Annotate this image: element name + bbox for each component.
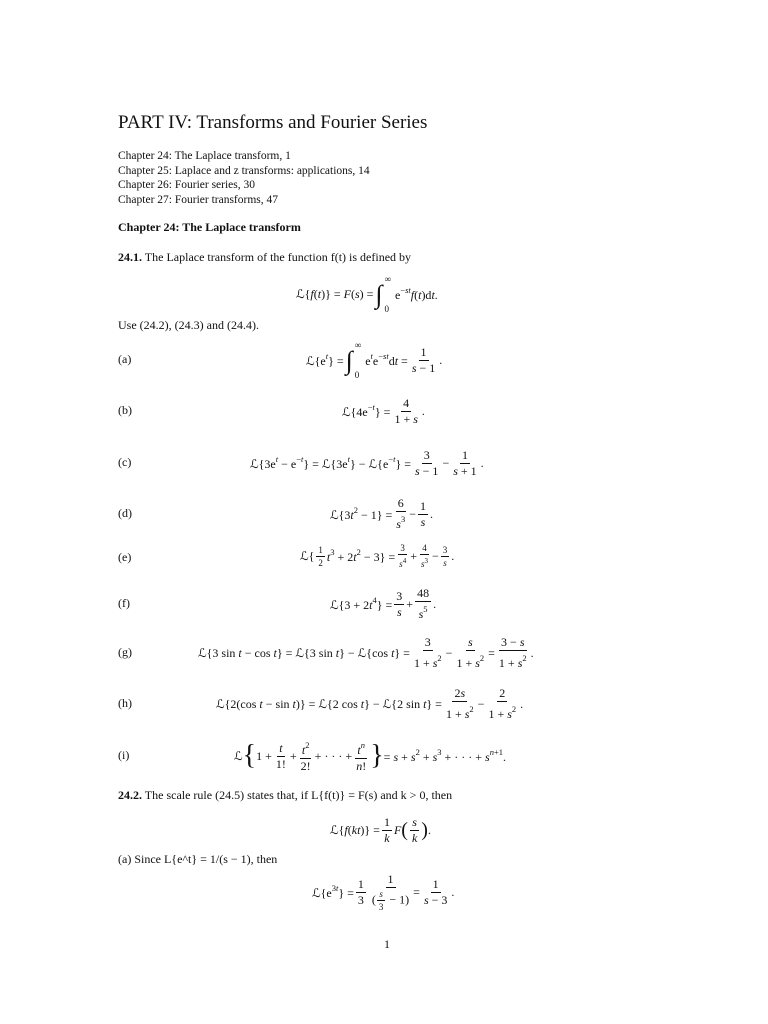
equation-h: ℒ{2(cos t − sin t)} = ℒ{2 cos t} − ℒ{2 sin t} = $\frac{2s}{1 + s^2}$ − $\frac{2}{1 + s^2}$ . (216, 686, 524, 721)
problem-number: 24.2. (118, 788, 142, 802)
label-h: (h) (118, 696, 132, 710)
equation-scale-example: $ℒ\{e^{3t}\}$ = $\frac{1}{3}$ 1 ( $\frac{s}{3}$ − 1) = $\frac{1}{s - 3}$ . (312, 871, 455, 912)
since-text: (a) Since L{e^t} = 1/(s − 1), then (118, 852, 278, 866)
label-f: (f) (118, 596, 130, 610)
label-g: (g) (118, 645, 132, 659)
chapter-heading: Chapter 24: The Laplace transform (118, 220, 301, 234)
table-of-contents (118, 149, 370, 207)
toc-entry: Chapter 25: Laplace and z transforms: applications, 14 (118, 164, 370, 177)
equation-g: ℒ{3 sin t − cos t} = ℒ{3 sin t} − ℒ{cos t} = $\frac{3}{1 + s^2}$ − $\frac{s}{1 + s^2}$ = $\frac{3 - s}{1 + s^2}$ . (198, 635, 534, 670)
label-d: (d) (118, 506, 132, 520)
part-title: PART IV: Transforms and Fourier Series (118, 112, 428, 133)
equation-i: ℒ { 1 + $\frac{t}{1!}$ + $\frac{t^2}{2!}$ + · · · + $\frac{t^n}{n!}$ } = $s + s^2 + s^3$ + · · · + $s^{n+1}$. (234, 740, 507, 773)
equation-a: $ℒ\{e^t\}$ = ∫ ∞ 0 $e^te^{-st}dt$ = $\frac{1}{s - 1}$ . (306, 340, 443, 380)
equation-c: $ℒ\{3e^t - e^{-t}\}$ = $ℒ\{3e^t\}$ − $ℒ\{e^{-t}\}$ = $\frac{3}{s - 1}$ − $\frac{1}{s + 1}$ . (250, 447, 484, 478)
toc-entry: Chapter 26: Fourier series, 30 (118, 179, 256, 191)
problem-24-1-intro (118, 250, 411, 265)
problem-number: 24.1. (118, 250, 142, 264)
label-e: (e) (118, 550, 132, 564)
toc-entry: Chapter 24: The Laplace transform, 1 (118, 150, 291, 162)
equation-definition: ℒ{f(t)} = F(s) = ∫ ∞ 0 $e^{-st}f(t)dt$. (296, 274, 438, 314)
label-b: (b) (118, 403, 132, 417)
equation-scale-rule: ℒ{f(kt)} = $\frac{1}{k}$ F ( $\frac{s}{k}$ ) . (330, 814, 431, 845)
problem-24-2-intro (118, 788, 452, 803)
equation-b: $ℒ\{4e^{-t}\}$ = $\frac{4}{1 + s}$ . (342, 395, 425, 426)
use-rules-text: Use (24.2), (24.3) and (24.4). (118, 318, 259, 332)
toc-entry: Chapter 27: Fourier transforms, 47 (118, 193, 279, 206)
equation-f: ℒ{3 + $2t^4$} = $\frac{3}{s}$ + $\frac{48}{s^5}$ . (330, 586, 437, 621)
label-c: (c) (118, 455, 132, 469)
problem-text: The scale rule (24.5) states that, if L{f(t)} = F(s) and k > 0, then (144, 788, 453, 802)
label-i: (i) (118, 748, 130, 762)
page-number: 1 (384, 937, 390, 951)
equation-d: $ℒ\{3t^2 - 1\}$ = $\frac{6}{s^3}$ − $\frac{1}{s}$ . (330, 496, 433, 531)
equation-e: ℒ{ $\frac{1}{2}$ $t^3 + 2t^2 - 3$} = $\frac{3}{s^4}$ + $\frac{4}{s^3}$ − $\frac{3}{s}$ . (300, 543, 455, 569)
problem-text: The Laplace transform of the function f(t) is defined by (144, 250, 412, 264)
label-a: (a) (118, 352, 132, 366)
